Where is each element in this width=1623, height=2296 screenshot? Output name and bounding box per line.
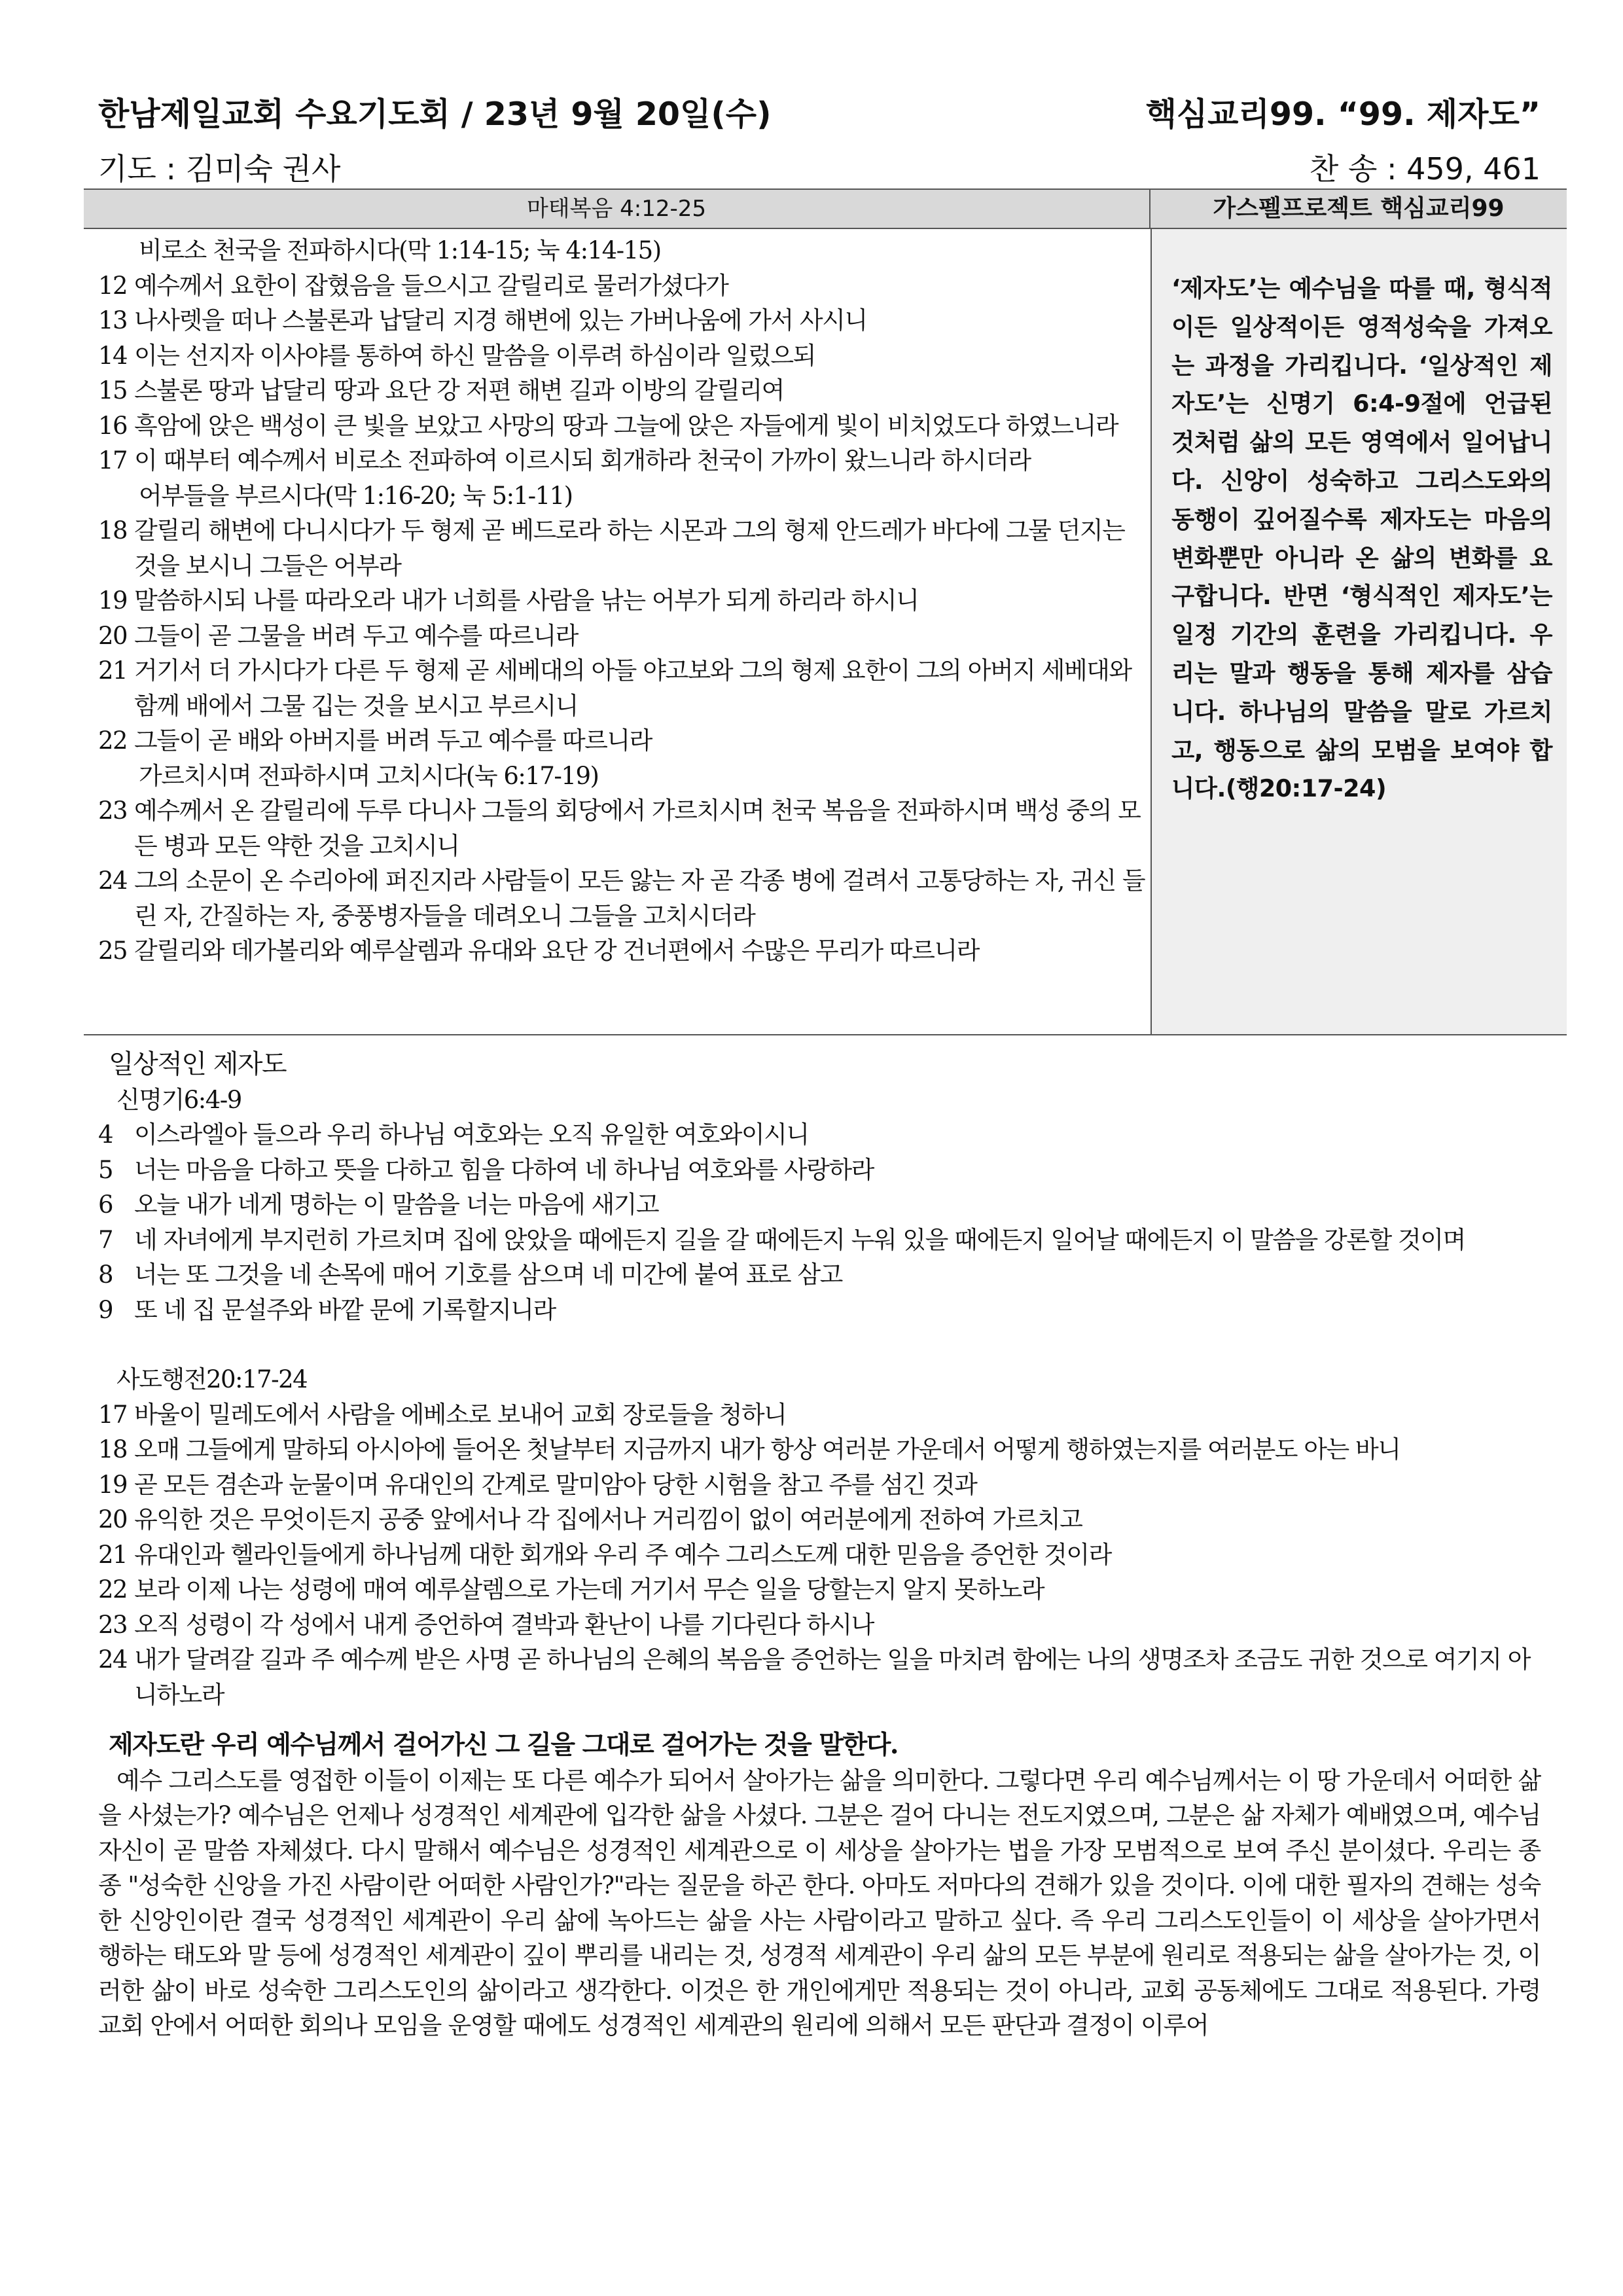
passage-header: 마태복음 4:12-25 <box>84 190 1150 228</box>
verse <box>98 619 1145 654</box>
verse-number: 4 <box>98 1121 113 1149</box>
verse-text: 너는 마음을 다하고 뜻을 다하고 힘을 다하여 네 하나님 여호와를 사랑하라 <box>134 1155 874 1184</box>
verse-number: 25 <box>98 937 128 965</box>
verse <box>98 1467 1541 1503</box>
verse-text: 그의 소문이 온 수리아에 퍼진지라 사람들이 모든 앓는 자 곧 각종 병에 걸려서 고통당하는 자, 귀신 들린 자, 간질하는 자, 중풍병자들을 데려오니 그들을 고치시더라 <box>134 867 1145 930</box>
verse <box>98 443 1145 478</box>
verse <box>98 1397 1541 1433</box>
verse <box>98 513 1145 583</box>
verse <box>98 1572 1541 1607</box>
verse-text: 이는 선지자 이사야를 통하여 하신 말씀을 이루려 하심이라 일렀으되 <box>134 341 815 370</box>
verse <box>98 793 1145 863</box>
verse-text: 오늘 내가 네게 명하는 이 말씀을 너는 마음에 새기고 <box>134 1191 659 1219</box>
verse-text: 말씀하시되 나를 따라오라 내가 너희를 사람을 낚는 어부가 되게 하리라 하시니 <box>134 586 919 615</box>
daily-discipleship-title: 일상적인 제자도 <box>109 1049 287 1079</box>
verse <box>98 1153 1541 1188</box>
section-heading: 어부들을 부르시다(막 1:16-20; 눅 5:1-11) <box>139 481 573 510</box>
verse-text: 갈릴리와 데가볼리와 예루살렘과 유대와 요단 강 건너편에서 수많은 무리가 따르니라 <box>134 937 979 965</box>
verse-text: 오매 그들에게 말하되 아시아에 들어온 첫날부터 지금까지 내가 항상 여러분 가운데서 어떻게 행하였는지를 여러분도 아는 바니 <box>134 1435 1400 1463</box>
verse <box>98 723 1145 759</box>
essay-thesis: 제자도란 우리 예수님께서 걸어가신 그 길을 그대로 걸어가는 것을 말한다. <box>109 1730 898 1760</box>
verse-number: 23 <box>98 797 128 825</box>
verse-number: 17 <box>98 446 128 475</box>
verse-number: 5 <box>98 1155 113 1184</box>
lower-section <box>98 1047 1541 2043</box>
verse <box>98 1223 1541 1258</box>
deuteronomy-reference: 신명기6:4-9 <box>116 1085 241 1114</box>
verse <box>98 338 1145 374</box>
verse-text: 그들이 곧 배와 아버지를 버려 두고 예수를 따르니라 <box>134 726 652 755</box>
section-heading: 가르치시며 전파하시며 고치시다(눅 6:17-19) <box>139 761 599 790</box>
verse-text: 나사렛을 떠나 스불론과 납달리 지경 해변에 있는 가버나움에 가서 사시니 <box>134 306 867 334</box>
verse-text: 곧 모든 겸손과 눈물이며 유대인의 간계로 말미암아 당한 시험을 참고 주를 섬긴 것과 <box>134 1470 977 1499</box>
verse-text: 보라 이제 나는 성령에 매여 예루살렘으로 가는데 거기서 무슨 일을 당할는지 알지 못하노라 <box>134 1575 1044 1604</box>
verse-number: 13 <box>98 306 128 334</box>
scripture-table <box>84 188 1567 1035</box>
verse-text: 예수께서 요한이 잡혔음을 들으시고 갈릴리로 물러가셨다가 <box>134 271 728 300</box>
verse-number: 14 <box>98 341 128 370</box>
meta-row <box>98 145 1541 191</box>
title-row <box>98 77 1541 136</box>
verse-text: 너는 또 그것을 네 손목에 매어 기호를 삼으며 네 미간에 붙여 표로 삼고 <box>134 1261 842 1289</box>
verse-number: 21 <box>98 656 128 685</box>
verse <box>98 1642 1541 1712</box>
verse <box>98 1117 1541 1153</box>
verse-text: 또 네 집 문설주와 바깥 문에 기록할지니라 <box>134 1295 556 1324</box>
verse-number: 19 <box>98 1470 128 1499</box>
verse-text: 이 때부터 예수께서 비로소 전파하여 이르시되 회개하라 천국이 가까이 왔느니라 하시더라 <box>134 446 1031 475</box>
verse <box>98 1187 1541 1223</box>
hymn-numbers: 찬 송 : 459, 461 <box>1309 151 1541 187</box>
verse-number: 15 <box>98 376 128 404</box>
verse-text: 바울이 밀레도에서 사람을 에베소로 보내어 교회 장로들을 청하니 <box>134 1400 787 1429</box>
verse-number: 22 <box>98 1575 128 1604</box>
verse-number: 16 <box>98 411 128 440</box>
verse <box>98 1537 1541 1573</box>
verse-number: 21 <box>98 1540 128 1569</box>
table-header <box>84 190 1567 229</box>
verse <box>98 1432 1541 1467</box>
prayer-leader: 기도 : 김미숙 권사 <box>98 151 341 187</box>
verse-number: 23 <box>98 1610 128 1639</box>
verse <box>98 1502 1541 1537</box>
verse-text: 그들이 곧 그물을 버려 두고 예수를 따르니라 <box>134 621 578 650</box>
verse <box>98 408 1145 444</box>
verse-text: 예수께서 온 갈릴리에 두루 다니사 그들의 회당에서 가르치시며 천국 복음을 전파하시며 백성 중의 모든 병과 모든 약한 것을 고치시니 <box>134 797 1141 860</box>
verse <box>98 268 1145 304</box>
verse <box>98 1257 1541 1293</box>
acts-reference: 사도행전20:17-24 <box>116 1365 308 1393</box>
verse <box>98 1607 1541 1643</box>
verse-text: 갈릴리 해변에 다니시다가 두 형제 곧 베드로라 하는 시몬과 그의 형제 안드레가 바다에 그물 던지는 것을 보시니 그들은 어부라 <box>134 516 1125 580</box>
scripture-column <box>98 233 1145 969</box>
verse <box>98 653 1145 723</box>
doctrine-title: 핵심교리99. “99. 제자도” <box>1145 96 1541 133</box>
verse-number: 20 <box>98 1505 128 1534</box>
verse-text: 오직 성령이 각 성에서 내게 증언하여 결박과 환난이 나를 기다린다 하시나 <box>134 1610 874 1639</box>
bulletin-title: 한남제일교회 수요기도회 / 23년 9월 20일(수) <box>98 96 772 133</box>
verse-text: 흑암에 앉은 백성이 큰 빛을 보았고 사망의 땅과 그늘에 앉은 자들에게 빛이 비치었도다 하였느니라 <box>134 411 1118 440</box>
verse-number: 24 <box>98 867 128 895</box>
series-header: 가스펠프로젝트 핵심교리99 <box>1213 195 1505 222</box>
verse-number: 17 <box>98 1400 128 1429</box>
doctrine-explanation: ‘제자도’는 예수님을 따를 때, 형식적이든 일상적이든 영적성숙을 가져오는 과정을 가리킵니다. ‘일상적인 제자도’는 신명기 6:4-9절에 언급된 것처럼 삶의 모든 영역에서 일어납니다. 신앙이 성숙하고 그리스도와의 동행이 깊어질수록 제자도는 마음의 변화뿐만 아니라 온 삶의 변화를 요구합니다. 반면 ‘형식적인 제자도’는 일정 기간의 훈련을 가리킵니다. 우리는 말과 행동을 통해 제자를 삼습니다. 하나님의 말씀을 말로 가르치고, 행동으로 삶의 모범을 보여야 합니다.(행20:17-24) <box>1171 274 1552 803</box>
verse-text: 내가 달려갈 길과 주 예수께 받은 사명 곧 하나님의 은혜의 복음을 증언하는 일을 마치려 함에는 나의 생명조차 조금도 귀한 것으로 여기지 아니하노라 <box>134 1645 1531 1709</box>
verse-number: 19 <box>98 586 128 615</box>
verse <box>98 373 1145 408</box>
verse-text: 거기서 더 가시다가 다른 두 형제 곧 세베대의 아들 야고보와 그의 형제 요한이 그의 아버지 세베대와 함께 배에서 그물 깁는 것을 보시고 부르시니 <box>134 656 1132 720</box>
verse-number: 12 <box>98 271 128 300</box>
verse-number: 22 <box>98 726 128 755</box>
verse-number: 8 <box>98 1261 113 1289</box>
doctrine-sidebar <box>1150 229 1567 1034</box>
verse-number: 20 <box>98 621 128 650</box>
verse-number: 18 <box>98 1435 128 1463</box>
verse-number: 24 <box>98 1645 128 1674</box>
spacer <box>98 1327 1541 1362</box>
section-heading: 비로소 천국을 전파하시다(막 1:14-15; 눅 4:14-15) <box>139 236 661 264</box>
verse <box>98 583 1145 619</box>
verse-text: 유대인과 헬라인들에게 하나님께 대한 회개와 우리 주 예수 그리스도께 대한 믿음을 증언한 것이라 <box>134 1540 1111 1569</box>
verse <box>98 933 1145 969</box>
verse-text: 스불론 땅과 납달리 땅과 요단 강 저편 해변 길과 이방의 갈릴리여 <box>134 376 784 404</box>
verse <box>98 863 1145 933</box>
verse-number: 7 <box>98 1225 113 1254</box>
verse-number: 9 <box>98 1295 113 1324</box>
verse-number: 18 <box>98 516 128 545</box>
verse-text: 유익한 것은 무엇이든지 공중 앞에서나 각 집에서나 거리낌이 없이 여러분에게 전하여 가르치고 <box>134 1505 1082 1534</box>
bulletin-page <box>84 0 1567 2296</box>
verse-number: 6 <box>98 1191 113 1219</box>
verse-text: 네 자녀에게 부지런히 가르치며 집에 앉았을 때에든지 길을 갈 때에든지 누워 있을 때에든지 일어날 때에든지 이 말씀을 강론할 것이며 <box>134 1225 1465 1254</box>
essay-body: 예수 그리스도를 영접한 이들이 이제는 또 다른 예수가 되어서 살아가는 삶을 의미한다. 그렇다면 우리 예수님께서는 이 땅 가운데서 어떠한 삶을 사셨는가? 예수님은 언제나 성경적인 세계관에 입각한 삶을 사셨다. 그분은 걸어 다니는 전도지였으며, 그분은 삶 자체가 예배였으며, 예수님 자신이 곧 말씀 자체셨다. 다시 말해서 예수님은 성경적인 세계관으로 이 세상을 살아가는 법을 가장 모범적으로 보여 주신 분이셨다. 우리는 종종 "성숙한 신앙을 가진 사람이란 어떠한 사람인가?"라는 질문을 하곤 한다. 아마도 저마다의 견해가 있을 것이다. 이에 대한 필자의 견해는 성숙한 신앙인이란 결국 성경적인 세계관이 우리 삶에 녹아드는 삶을 사는 사람이라고 말하고 싶다. 즉 우리 그리스도인들이 이 세상을 살아가면서 행하는 태도와 말 등에 성경적인 세계관이 깊이 뿌리를 내리는 것, 성경적 세계관이 우리 삶의 모든 부분에 원리로 적용되는 삶을 살아가는 것, 이러한 삶이 바로 성숙한 그리스도인의 삶이라고 생각한다. 이것은 한 개인에게만 적용되는 것이 아니라, 교회 공동체에도 그대로 적용된다. 가령 교회 안에서 어떠한 회의나 모임을 운영할 때에도 성경적인 세계관의 원리에 의해서 모든 판단과 결정이 이루어 <box>98 1766 1541 2039</box>
verse <box>98 1293 1541 1328</box>
verse <box>98 303 1145 338</box>
verse-text: 이스라엘아 들으라 우리 하나님 여호와는 오직 유일한 여호와이시니 <box>134 1121 809 1149</box>
